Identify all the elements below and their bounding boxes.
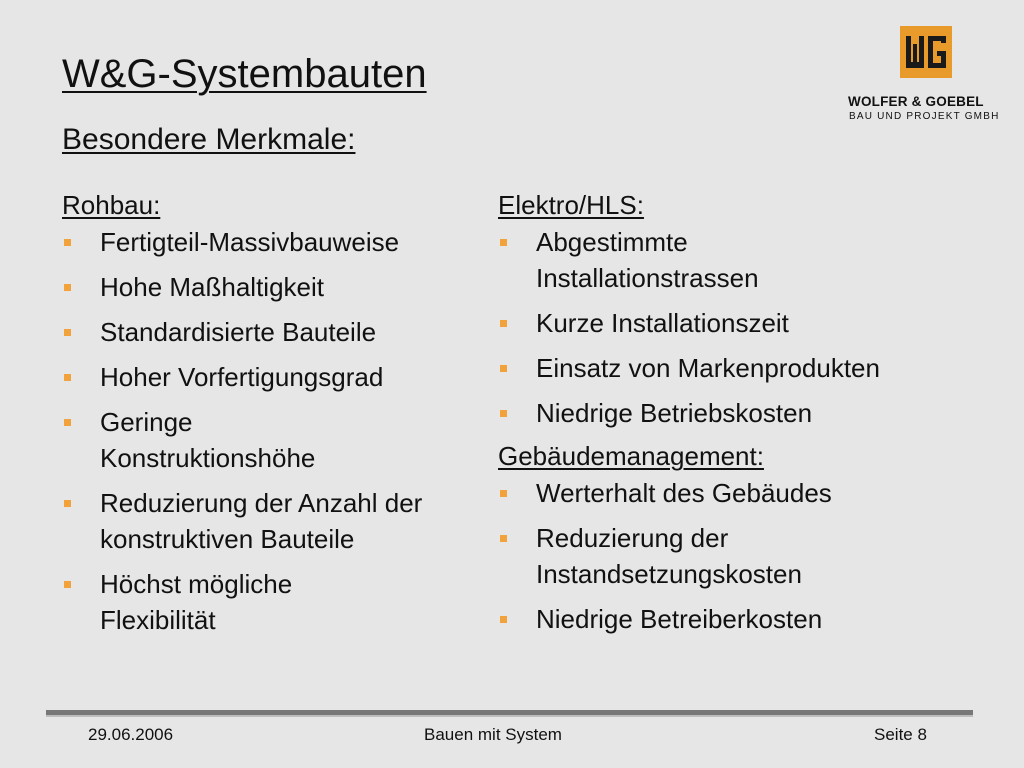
square-bullet-icon (64, 374, 71, 381)
square-bullet-icon (500, 490, 507, 497)
list-item: Geringe Konstruktionshöhe (62, 404, 360, 476)
square-bullet-icon (500, 410, 507, 417)
list-item: Reduzierung der Instandsetzungskosten (498, 520, 896, 592)
gebaeudemanagement-list (498, 475, 998, 637)
list-item: Abgestimmte Installationstrassen (498, 224, 846, 296)
footer-date: 29.06.2006 (88, 725, 174, 744)
slide-title: W&G-Systembauten (62, 52, 427, 96)
square-bullet-icon (500, 365, 507, 372)
list-item: Werterhalt des Gebäudes (498, 475, 998, 511)
square-bullet-icon (64, 581, 71, 588)
company-name: WOLFER & GOEBEL (848, 94, 984, 109)
list-item: Standardisierte Bauteile (62, 314, 482, 350)
list-item: Niedrige Betreiberkosten (498, 601, 998, 637)
section-heading-rohbau: Rohbau: (62, 190, 161, 220)
elektro-list (498, 224, 998, 431)
square-bullet-icon (500, 320, 507, 327)
footer-divider-shadow (46, 715, 973, 717)
slide-subtitle: Besondere Merkmale: (62, 123, 356, 156)
square-bullet-icon (64, 329, 71, 336)
company-tagline: BAU UND PROJEKT GMBH (849, 111, 1000, 122)
list-item: Niedrige Betriebskosten (498, 395, 998, 431)
square-bullet-icon (64, 419, 71, 426)
list-item: Einsatz von Markenprodukten (498, 350, 998, 386)
square-bullet-icon (500, 535, 507, 542)
rohbau-list (62, 224, 482, 638)
list-item: Hohe Maßhaltigkeit (62, 269, 482, 305)
square-bullet-icon (500, 239, 507, 246)
list-item: Kurze Installationszeit (498, 305, 998, 341)
wg-logo-icon (900, 26, 952, 78)
page-number: Seite 8 (874, 725, 927, 744)
footer-title: Bauen mit System (424, 725, 562, 744)
section-heading-gebaeudemanagement: Gebäudemanagement: (498, 441, 764, 471)
right-column (498, 186, 998, 646)
square-bullet-icon (500, 616, 507, 623)
list-item: Reduzierung der Anzahl der konstruktiven Bauteile (62, 485, 500, 557)
square-bullet-icon (64, 239, 71, 246)
list-item: Höchst mögliche Flexibilität (62, 566, 360, 638)
square-bullet-icon (64, 500, 71, 507)
square-bullet-icon (64, 284, 71, 291)
left-column (62, 186, 482, 647)
section-heading-elektro: Elektro/HLS: (498, 190, 644, 220)
list-item: Hoher Vorfertigungsgrad (62, 359, 482, 395)
list-item: Fertigteil-Massivbauweise (62, 224, 482, 260)
